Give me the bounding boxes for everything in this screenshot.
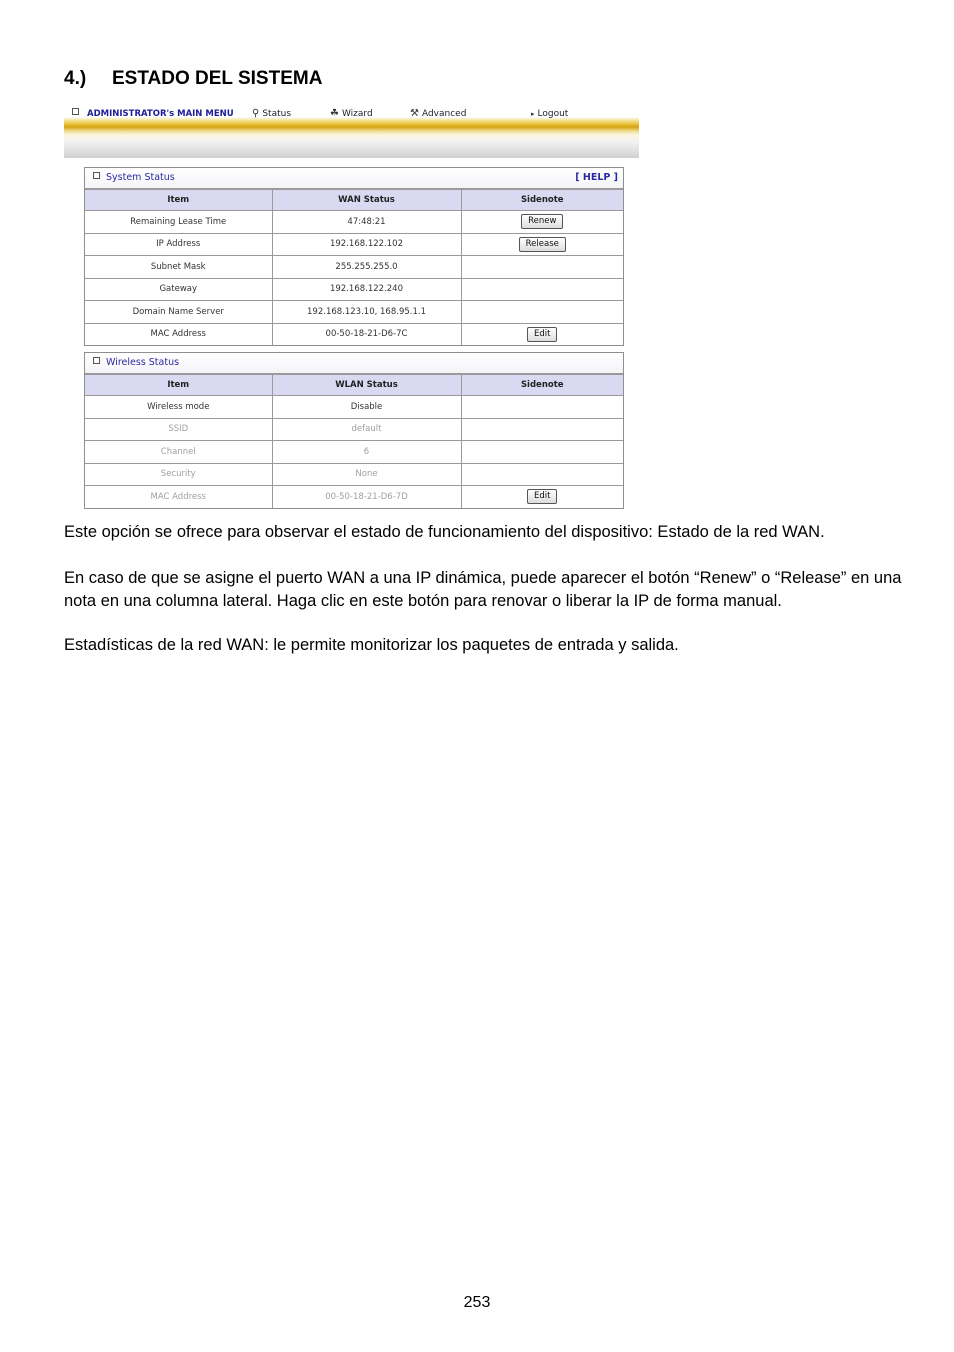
table-header-row (85, 375, 623, 396)
menu-advanced[interactable]: ⚒ Advanced (410, 108, 467, 119)
row-value: 6 (272, 441, 461, 464)
help-link[interactable]: [ HELP ] (575, 172, 618, 183)
row-item: Security (85, 463, 272, 486)
column-header: WLAN Status (272, 375, 461, 396)
row-sidenote (461, 396, 623, 419)
row-item: Channel (85, 441, 272, 464)
column-header: Sidenote (461, 190, 623, 211)
column-header: Sidenote (461, 375, 623, 396)
row-value: 255.255.255.0 (272, 256, 461, 279)
row-value: 47:48:21 (272, 211, 461, 234)
row-sidenote (461, 278, 623, 301)
table-row (85, 418, 623, 441)
row-sidenote (461, 301, 623, 324)
row-sidenote (461, 256, 623, 279)
section-number: 4.) (64, 68, 87, 89)
row-value: 192.168.122.240 (272, 278, 461, 301)
table-row (85, 301, 623, 324)
row-sidenote (461, 211, 623, 234)
row-sidenote (461, 441, 623, 464)
row-value: Disable (272, 396, 461, 419)
table-row (85, 463, 623, 486)
row-item: Gateway (85, 278, 272, 301)
arrow-right-icon: ▸ (531, 110, 535, 118)
panel-title: System Status [ HELP ] (85, 168, 623, 189)
row-sidenote (461, 418, 623, 441)
row-item: MAC Address (85, 323, 272, 345)
edit-wireless-mac-button[interactable]: Edit (527, 489, 557, 504)
section-heading (64, 68, 322, 90)
row-sidenote (461, 463, 623, 486)
wireless-status-panel (84, 352, 624, 509)
row-item: SSID (85, 418, 272, 441)
table-header-row (85, 190, 623, 211)
edit-mac-button[interactable]: Edit (527, 327, 557, 342)
row-value: default (272, 418, 461, 441)
table-row (85, 396, 623, 419)
column-header: Item (85, 190, 272, 211)
row-item: Wireless mode (85, 396, 272, 419)
wizard-icon: ☘ (330, 108, 339, 119)
table-row (85, 323, 623, 345)
panel-square-icon (93, 172, 100, 179)
row-value: 00-50-18-21-D6-7D (272, 486, 461, 508)
renew-button[interactable]: Renew (521, 214, 563, 229)
paragraph: Estadísticas de la red WAN: le permite monitorizar los paquetes de entrada y salida. (64, 636, 679, 654)
row-item: MAC Address (85, 486, 272, 508)
row-sidenote (461, 486, 623, 508)
row-sidenote (461, 233, 623, 256)
row-item: IP Address (85, 233, 272, 256)
panel-title: Wireless Status (85, 353, 623, 374)
admin-menu-bar (64, 105, 639, 158)
section-title: ESTADO DEL SISTEMA (112, 68, 323, 89)
column-header: WAN Status (272, 190, 461, 211)
system-status-panel (84, 167, 624, 346)
row-item: Remaining Lease Time (85, 211, 272, 234)
router-screenshot (64, 105, 639, 510)
row-value: None (272, 463, 461, 486)
table-row (85, 256, 623, 279)
advanced-icon: ⚒ (410, 108, 419, 119)
admin-main-menu[interactable]: ADMINISTRATOR's MAIN MENU (72, 108, 234, 120)
status-icon: ⚲ (252, 108, 260, 119)
table-row (85, 441, 623, 464)
paragraph: En caso de que se asigne el puerto WAN a una IP dinámica, puede aparecer el botón “Renew” o “Release” en una nota en una columna lateral. Haga clic en este botón para renovar o liberar la IP de forma manual. (64, 569, 902, 610)
table-row (85, 486, 623, 508)
table-row (85, 233, 623, 256)
row-item: Domain Name Server (85, 301, 272, 324)
panel-square-icon (93, 357, 100, 364)
column-header: Item (85, 375, 272, 396)
wireless-status-table (85, 374, 623, 508)
row-sidenote (461, 323, 623, 345)
menu-status[interactable]: ⚲ Status (252, 108, 292, 119)
row-value: 192.168.123.10, 168.95.1.1 (272, 301, 461, 324)
table-row (85, 278, 623, 301)
menu-logout[interactable]: ▸ Logout (531, 109, 569, 119)
menu-square-icon (72, 108, 79, 115)
table-row (85, 211, 623, 234)
release-button[interactable]: Release (519, 237, 566, 252)
system-status-table (85, 189, 623, 345)
row-item: Subnet Mask (85, 256, 272, 279)
page-number: 253 (463, 1294, 491, 1311)
menu-wizard[interactable]: ☘ Wizard (330, 108, 373, 119)
row-value: 00-50-18-21-D6-7C (272, 323, 461, 345)
row-value: 192.168.122.102 (272, 233, 461, 256)
paragraph: Este opción se ofrece para observar el estado de funcionamiento del dispositivo: Estado de la red WAN. (64, 523, 825, 541)
